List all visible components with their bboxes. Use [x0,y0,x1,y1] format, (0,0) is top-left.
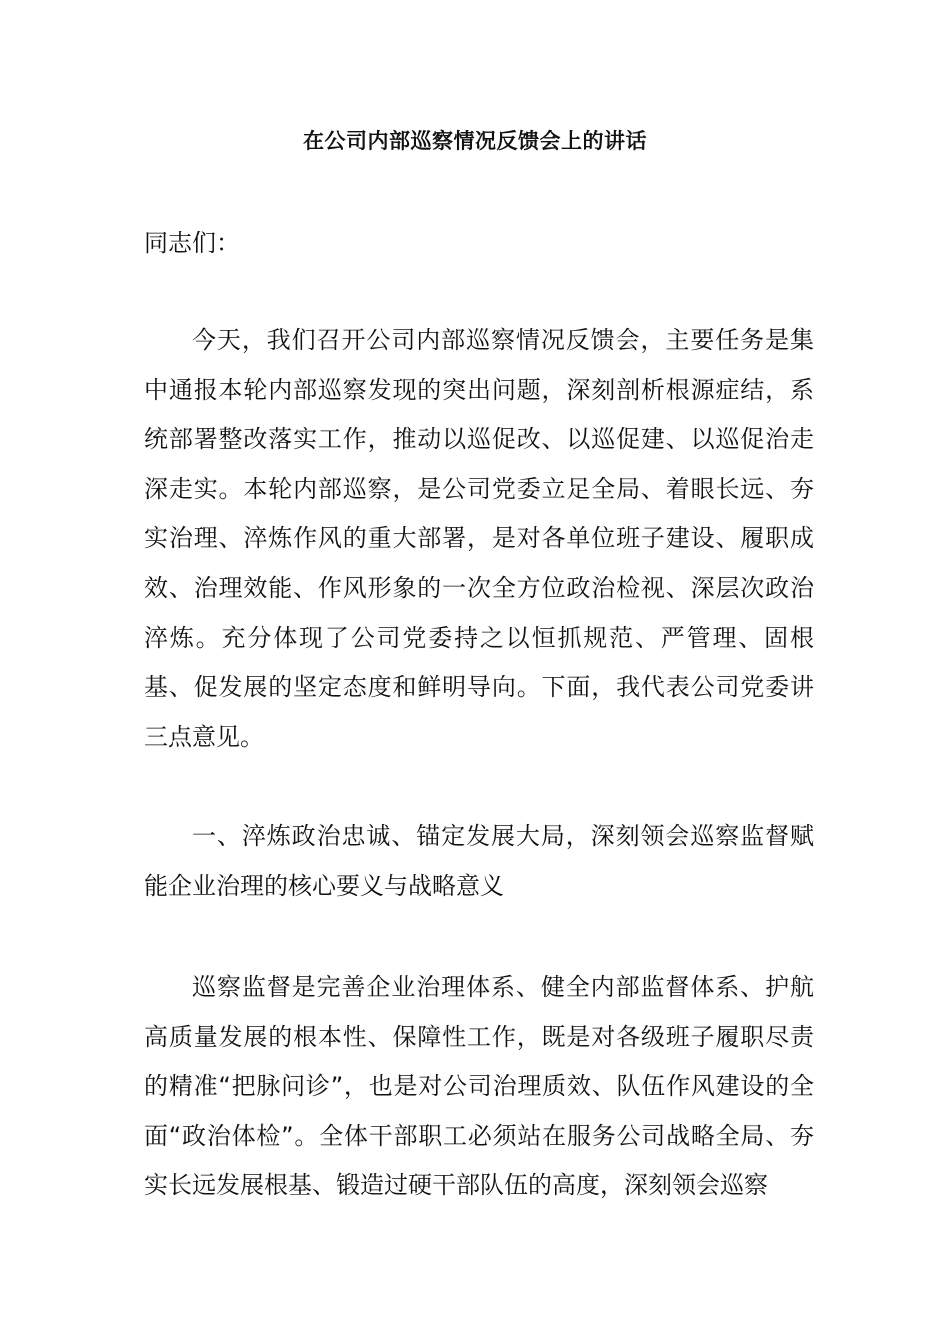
paragraph-intro: 今天，我们召开公司内部巡察情况反馈会，主要任务是集中通报本轮内部巡察发现的突出问题，深刻剖析根源症结，系统部署整改落实工作，推动以巡促改、以巡促建、以巡促治走深走实。本轮内部巡察，是公司党委立足全局、着眼长远、夯实治理、淬炼作风的重大部署，是对各单位班子建设、履职成效、治理效能、作风形象的一次全方位政治检视、深层次政治淬炼。充分体现了公司党委持之以恒抓规范、严管理、固根基、促发展的坚定态度和鲜明导向。下面，我代表公司党委讲三点意见。 [144,326,814,751]
document-title: 在公司内部巡察情况反馈会上的讲话 [303,129,647,153]
paragraph-section-one: 巡察监督是完善企业治理体系、健全内部监督体系、护航高质量发展的根本性、保障性工作，既是对各级班子履职尽责的精准“把脉问诊”，也是对公司治理质效、队伍作风建设的全面“政治体检”。全体干部职工必须站在服务公司战略全局、夯实长远发展根基、锻造过硬干部队伍的高度，深刻领会巡察 [144,973,814,1200]
salutation: 同志们： [144,229,240,257]
section-heading-one: 一、淬炼政治忠诚、锚定发展大局，深刻领会巡察监督赋能企业治理的核心要义与战略意义 [144,822,814,900]
